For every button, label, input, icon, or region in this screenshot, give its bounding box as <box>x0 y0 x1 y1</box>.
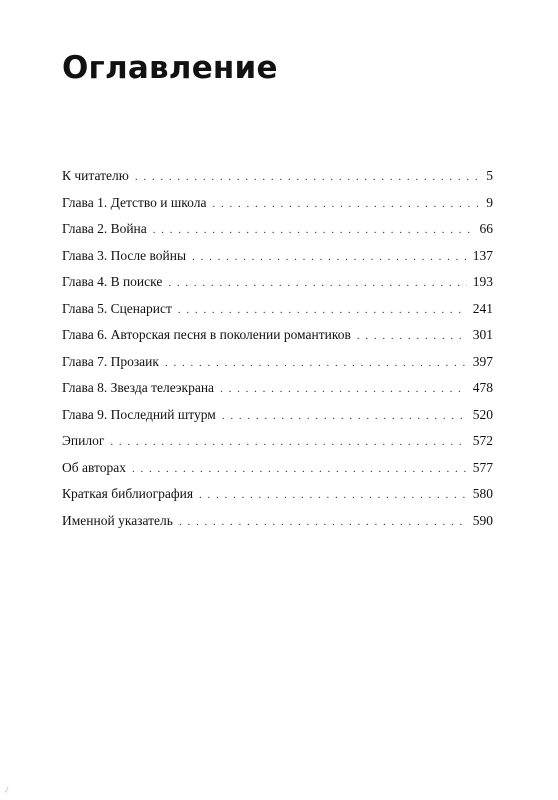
toc-entry <box>62 195 493 222</box>
dot-leader <box>179 516 467 528</box>
toc-entry <box>62 221 493 248</box>
toc-entry <box>62 301 493 328</box>
toc-entry <box>62 486 493 513</box>
dot-leader <box>199 489 467 501</box>
toc-entry-page: 193 <box>472 274 493 289</box>
toc-entry <box>62 354 493 381</box>
dot-leader <box>165 357 467 369</box>
toc-entry-title: Краткая библиография <box>62 486 194 501</box>
toc-entry-title: Глава 1. Детство и школа <box>62 194 207 210</box>
page-title: Оглавление <box>62 50 278 86</box>
dot-leader <box>135 171 480 183</box>
toc-entry <box>62 460 493 487</box>
dot-leader <box>110 436 466 448</box>
toc-entry-title: Глава 6. Авторская песня в поколении романтиков <box>62 327 351 342</box>
toc-entry <box>62 248 493 275</box>
toc-entry <box>62 327 493 354</box>
toc-entry-page: 66 <box>479 221 493 236</box>
toc-entry <box>62 380 493 407</box>
toc-entry <box>62 433 493 460</box>
toc-entry-page: 520 <box>472 406 493 422</box>
toc-entry-title: Об авторах <box>62 459 126 475</box>
dot-leader <box>220 383 467 395</box>
toc-entry-page: 301 <box>472 327 493 342</box>
toc-entry-page: 572 <box>472 433 493 448</box>
dot-leader <box>192 251 467 263</box>
toc-entry-page: 590 <box>472 512 493 528</box>
toc-entry-title: Глава 9. Последний штурм <box>62 406 216 422</box>
dot-leader <box>222 410 467 422</box>
toc-entry-title: Эпилог <box>62 433 105 448</box>
toc-entry-page: 577 <box>472 459 493 475</box>
toc-entry-title: Глава 3. После войны <box>62 247 187 263</box>
toc-entry-title: Глава 4. В поиске <box>62 274 163 289</box>
toc-entry-title: К читателю <box>62 168 129 183</box>
toc-entry-page: 9 <box>486 194 493 210</box>
dot-leader <box>178 304 467 316</box>
table-of-contents <box>62 168 493 539</box>
toc-entry-title: Глава 7. Прозаик <box>62 353 159 369</box>
dot-leader <box>153 224 474 236</box>
dot-leader <box>212 198 480 210</box>
toc-entry-page: 478 <box>472 380 493 395</box>
dot-leader <box>168 277 466 289</box>
dot-leader <box>132 463 467 475</box>
toc-entry-page: 241 <box>472 300 493 316</box>
toc-entry-title: Именной указатель <box>62 512 173 528</box>
toc-entry <box>62 168 493 195</box>
toc-entry-title: Глава 2. Война <box>62 221 147 236</box>
toc-entry-page: 5 <box>486 168 493 183</box>
toc-entry-page: 397 <box>472 353 493 369</box>
toc-entry-page: 137 <box>472 247 493 263</box>
toc-entry <box>62 513 493 540</box>
dot-leader <box>357 330 467 342</box>
toc-entry <box>62 407 493 434</box>
toc-entry-title: Глава 5. Сценарист <box>62 300 172 316</box>
toc-entry <box>62 274 493 301</box>
toc-entry-title: Глава 8. Звезда телеэкрана <box>62 380 215 395</box>
corner-mark <box>5 787 14 795</box>
toc-entry-page: 580 <box>472 486 493 501</box>
